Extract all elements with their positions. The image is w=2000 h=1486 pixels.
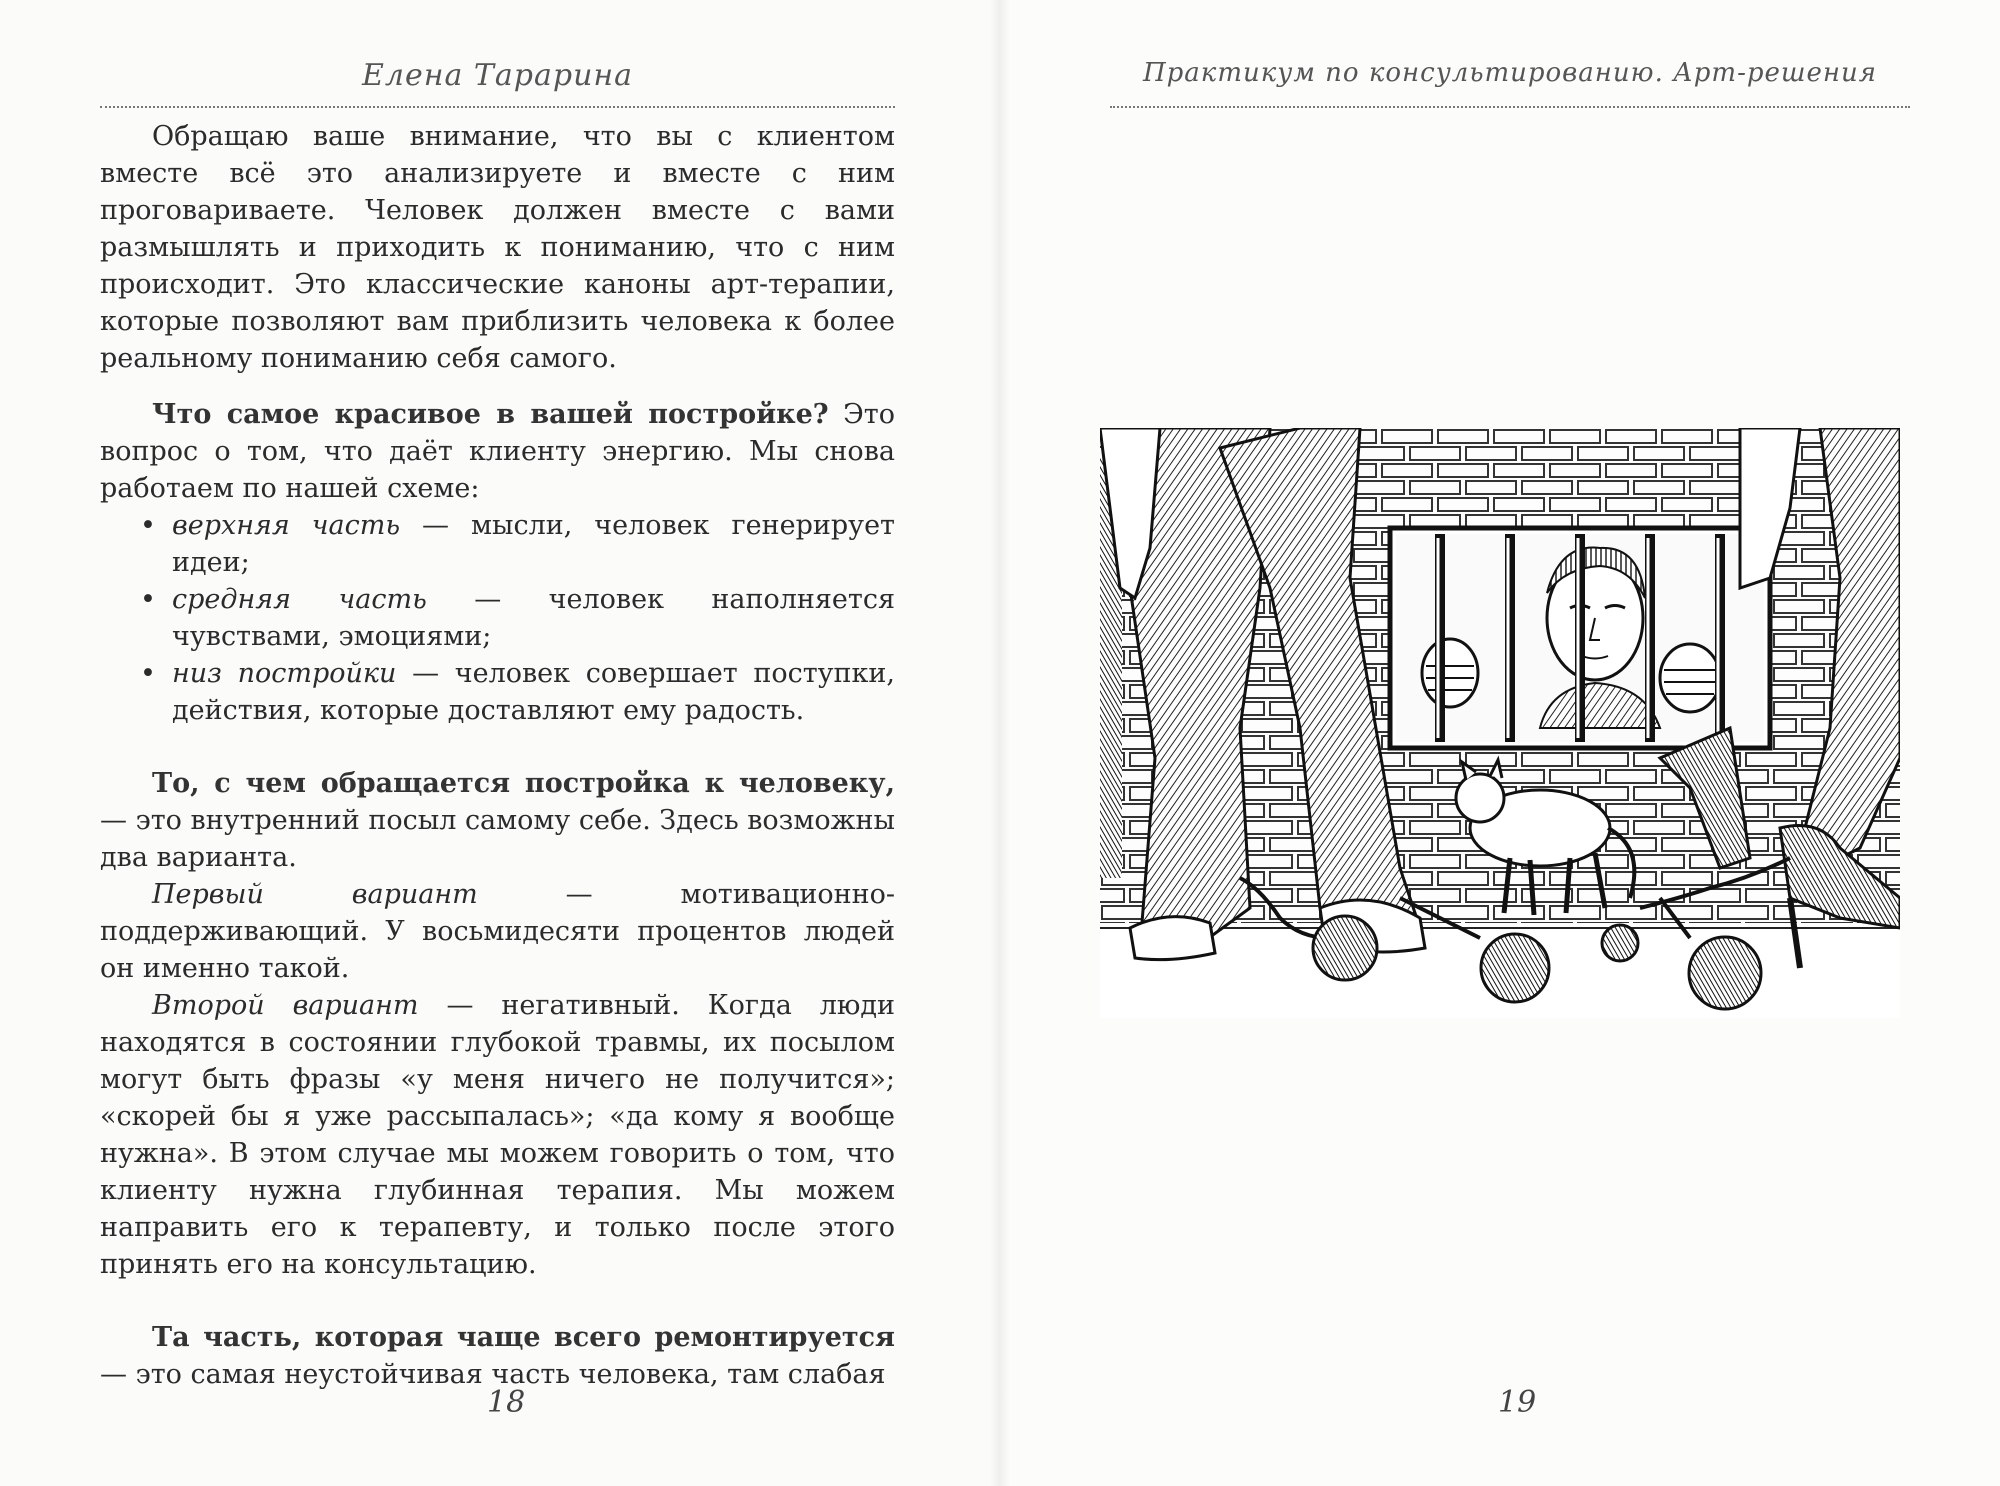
italic-lead: Первый вариант: [152, 879, 478, 910]
paragraph-text: — это самая неустойчивая часть человека, там слабая: [100, 1359, 886, 1390]
list-item: [100, 655, 895, 729]
paragraph: [100, 765, 895, 876]
bold-lead: Та часть, которая чаще всего ремонтируется: [152, 1322, 895, 1353]
paragraph-text: Это вопрос о том, что даёт клиенту энергию. Мы снова работаем по нашей схеме:: [100, 399, 895, 504]
paragraph-text: — это внутренний посыл самому себе. Здесь возможны два варианта.: [100, 805, 895, 873]
prison-illustration: [1100, 428, 1900, 1018]
bullet-list: [100, 507, 895, 729]
paragraph: [100, 876, 895, 987]
list-item-text: — человек совершает поступки, действия, которые доставляют ему радость.: [172, 658, 895, 726]
italic-lead: Второй вариант: [152, 990, 419, 1021]
bold-lead: То, с чем обращается постройка к человеку,: [152, 768, 895, 799]
list-item-text: — мысли, человек генерирует идеи;: [172, 510, 895, 578]
header-rule: [100, 106, 895, 108]
paragraph: [100, 987, 895, 1283]
paragraph-text: — мотивационно-поддерживающий. У восьмидесяти процентов людей он именно такой.: [100, 879, 895, 984]
running-head-title: Практикум по консультированию. Арт-решения: [1142, 58, 1878, 88]
paragraph: [100, 396, 895, 507]
bold-lead: Что самое красивое в вашей постройке?: [152, 399, 829, 430]
list-item-text: — человек наполняется чувствами, эмоциями;: [172, 584, 895, 652]
page-number: 18: [487, 1385, 526, 1420]
page-number: 19: [1498, 1385, 1537, 1420]
body-text: [100, 118, 895, 1393]
bullet-icon: •: [140, 510, 156, 541]
header-rule: [1110, 106, 1910, 108]
running-head-author: Елена Тарарина: [361, 58, 634, 93]
paragraph: Обращаю ваше внимание, что вы с клиентом вместе всё это анализируете и вместе с ним проговариваете. Человек должен вместе с вами размышлять и приходить к пониманию, что с ним происходит. Это классические каноны арт-терапии, которые позволяют вам приблизить человека к более реальному пониманию себя самого.: [100, 121, 895, 374]
list-item: [100, 581, 895, 655]
paragraph-text: — негативный. Когда люди находятся в состоянии глубокой травмы, их посылом могут быть фразы «у меня ничего не получится»; «скорей бы я уже рассыпалась»; «да кому я вообще нужна». В этом случае мы можем говорить о том, что клиенту нужна глубинная терапия. Мы можем направить его к терапевту, и только после этого принять его на консультацию.: [100, 990, 896, 1280]
bullet-icon: •: [140, 584, 156, 615]
bullet-icon: •: [140, 658, 156, 689]
book-gutter: [990, 0, 1010, 1486]
list-item-term: средняя часть: [172, 584, 427, 615]
list-item-term: низ постройки: [172, 658, 397, 689]
list-item-term: верхняя часть: [172, 510, 401, 541]
list-item: [100, 507, 895, 581]
right-page: [1000, 0, 2000, 1486]
paragraph: [100, 1319, 895, 1393]
